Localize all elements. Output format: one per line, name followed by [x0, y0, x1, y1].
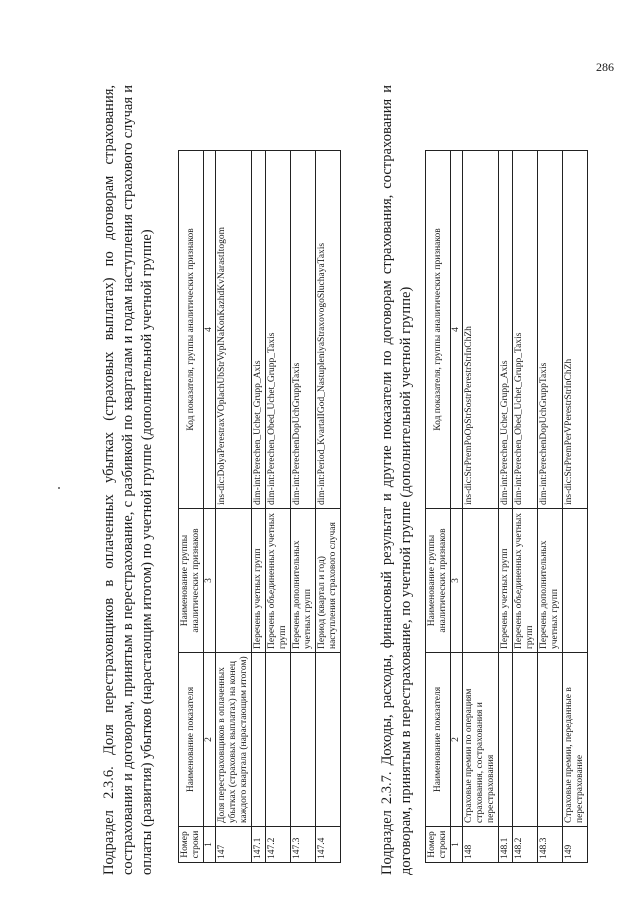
section-2-3-7-heading-text: Подраздел 2.3.7. Доходы, расходы, финансовый результат и другие показатели по договорам страхования, сострахования и договорам, принятым в перестрахование, по учетной группе (дополнительной учетной группе)	[379, 85, 414, 875]
section-2-3-6-heading-text: Подраздел 2.3.6. Доля перестраховщиков в оплаченных убытках (страховых выплатах) по договорам страхования, сострахования и договорам, принятым в перестрахование, с разбивкой по кварталам и годам наступления страхового случая и оплаты (развития) убытков (нарастающим итогом) по учетной группе (дополнительной учетной группе)	[101, 85, 155, 875]
table-cell: dim-int:Period_KvartalIGod_NastupleniyaStraxovogoSluchayaTaxis	[316, 151, 341, 509]
table-cell: 148.3	[538, 827, 563, 863]
table-cell: Доля перестраховщиков в оплаченных убытках (страховых выплатах) на конец каждого квартала (нарастающим итогом)	[216, 653, 252, 827]
table-cell: Перечень учетных групп	[252, 509, 266, 653]
table-cell: 148.1	[499, 827, 513, 863]
column-header: Наименование группы аналитических признаков	[426, 509, 451, 653]
column-number: 2	[451, 653, 463, 827]
table-cell	[538, 653, 563, 827]
table-cell: ins-dic:StrPremPoOpStrSostrPerestrStrInChZh	[463, 151, 499, 509]
table-cell: Перечень объединенных учетных групп	[513, 509, 538, 653]
table-cell: Перечень учетных групп	[499, 509, 513, 653]
table-cell	[563, 509, 588, 653]
column-number: 2	[204, 653, 216, 827]
column-header: Код показателя, группы аналитических признаков	[426, 151, 451, 509]
table-cell	[463, 509, 499, 653]
table-cell: Период (квартал и год) наступления страхового случая	[316, 509, 341, 653]
table-row	[252, 151, 266, 863]
column-header: Наименование группы аналитических признаков	[179, 509, 204, 653]
table-cell	[216, 509, 252, 653]
table-cell: dim-int:Perechen_Obed_Uchet_Grupp_Taxis	[513, 151, 538, 509]
table-cell: 149	[563, 827, 588, 863]
table-cell: dim-int:PerechenDopUchGruppTaxis	[291, 151, 316, 509]
section-2-3-6-heading	[100, 85, 157, 875]
column-number: 1	[204, 827, 216, 863]
section-2-3-7-heading	[378, 85, 416, 875]
section-2-3-7-table	[425, 150, 588, 863]
table-cell: 147.4	[316, 827, 341, 863]
table-row	[316, 151, 341, 863]
table-cell: 147	[216, 827, 252, 863]
table-row	[538, 151, 563, 863]
table-row	[499, 151, 513, 863]
table-cell: Перечень дополнительных учетных групп	[291, 509, 316, 653]
column-header: Номер строки	[426, 827, 451, 863]
table-cell: Страховые премии по операциям страхования, сострахования и перестрахования	[463, 653, 499, 827]
table-row	[463, 151, 499, 863]
table-header-row	[426, 151, 451, 863]
column-number: 1	[451, 827, 463, 863]
table-cell: 148	[463, 827, 499, 863]
table-cell: 147.3	[291, 827, 316, 863]
table-cell	[513, 653, 538, 827]
column-number: 4	[204, 151, 216, 509]
section-2-3-6-table	[178, 150, 341, 863]
scan-speck	[58, 487, 60, 489]
column-number: 3	[451, 509, 463, 653]
table-cell: dim-int:Perechen_Uchet_Grupp_Axis	[252, 151, 266, 509]
table-cell	[252, 653, 266, 827]
table-row	[563, 151, 588, 863]
page-number: 286	[596, 60, 614, 74]
column-header: Наименование показателя	[426, 653, 451, 827]
table-cell	[291, 653, 316, 827]
rotated-page-content	[100, 55, 640, 875]
table-cell: dim-int:PerechenDopUchGruppTaxis	[538, 151, 563, 509]
table-cell: 147.1	[252, 827, 266, 863]
table-row	[266, 151, 291, 863]
column-number-row	[451, 151, 463, 863]
column-header: Номер строки	[179, 827, 204, 863]
table-cell: dim-int:Perechen_Uchet_Grupp_Axis	[499, 151, 513, 509]
table-cell: 147.2	[266, 827, 291, 863]
table-cell: dim-int:Perechen_Obed_Uchet_Grupp_Taxis	[266, 151, 291, 509]
column-header: Наименование показателя	[179, 653, 204, 827]
column-header: Код показателя, группы аналитических признаков	[179, 151, 204, 509]
column-number-row	[204, 151, 216, 863]
table-cell: Перечень объединенных учетных групп	[266, 509, 291, 653]
table-cell: Перечень дополнительных учетных групп	[538, 509, 563, 653]
table-cell: ins-dic:StrPremPerVPerestrStrInChZh	[563, 151, 588, 509]
table-header-row	[179, 151, 204, 863]
table-row	[513, 151, 538, 863]
column-number: 3	[204, 509, 216, 653]
table-row	[216, 151, 252, 863]
table-cell	[499, 653, 513, 827]
table-cell: ins-dic:DolyaPerestraxVOplachUbStrVyplNaKonKazhdKvNarastItogom	[216, 151, 252, 509]
table-cell	[316, 653, 341, 827]
table-row	[291, 151, 316, 863]
column-number: 4	[451, 151, 463, 509]
table-cell	[266, 653, 291, 827]
table-cell: 148.2	[513, 827, 538, 863]
table-cell: Страховые премии, переданные в перестрахование	[563, 653, 588, 827]
